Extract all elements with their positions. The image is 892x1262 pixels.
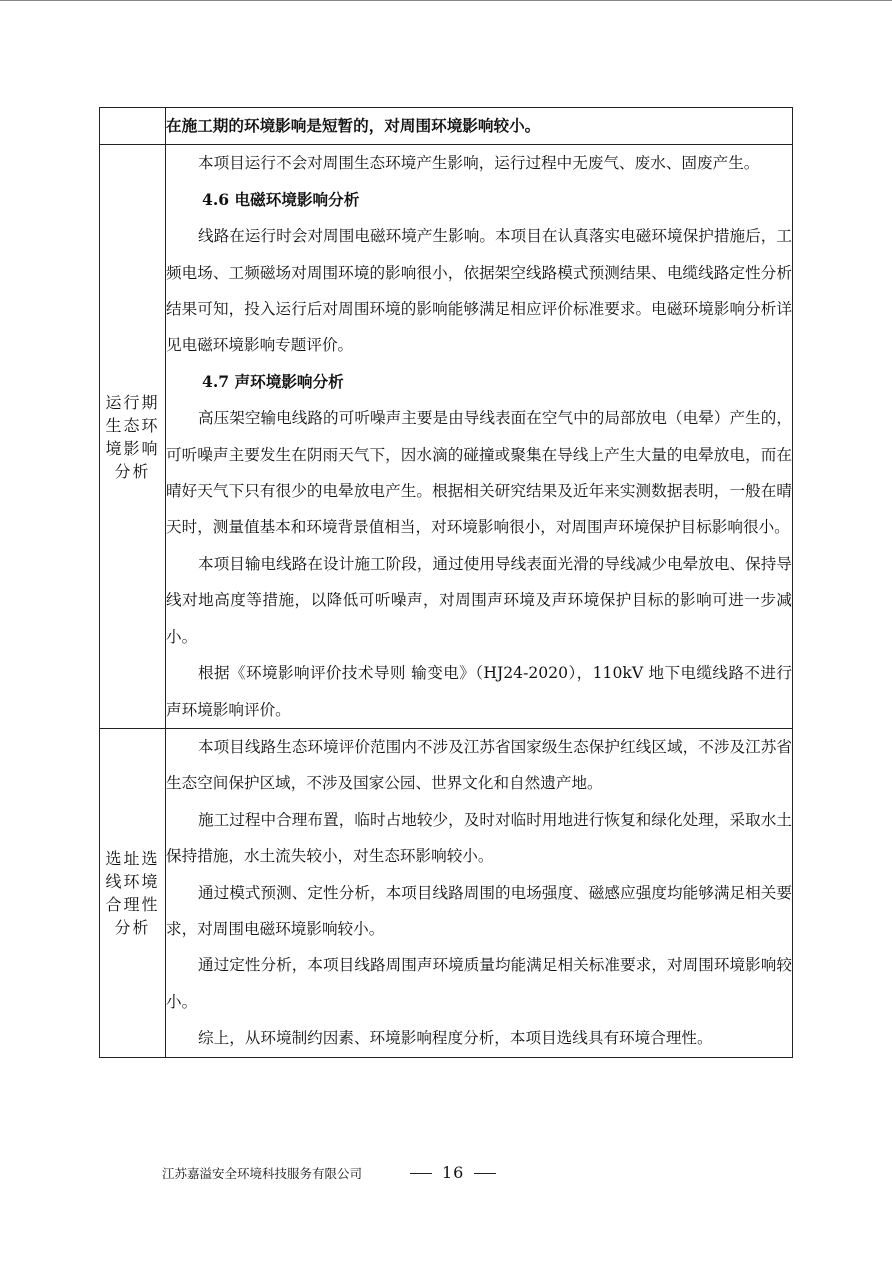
paragraph: 本项目线路生态环境评价范围内不涉及江苏省国家级生态保护红线区域，不涉及江苏省生态空间保护区域，不涉及国家公园、世界文化和自然遗产地。 xyxy=(166,737,792,793)
paragraph: 高压架空输电线路的可听噪声主要是由导线表面在空气中的局部放电（电晕）产生的，可听噪声主要发生在阴雨天气下，因水滴的碰撞或聚集在导线上产生大量的电晕放电，而在晴好天气下只有很少的电晕放电产生。根据相关研究结果及近年来实测数据表明，一般在晴天时，测量值基本和环境背景值相当，对环境影响很小，对周围声环境保护目标影响很小。 xyxy=(166,409,792,537)
paragraph: 施工过程中合理布置，临时占地较少，及时对临时用地进行恢复和绿化处理，采取水土保持措施，水土流失较小，对生态环影响较小。 xyxy=(166,810,792,866)
paragraph: 在施工期的环境影响是短暂的，对周围环境影响较小。 xyxy=(166,116,541,135)
row-content-cell xyxy=(166,728,793,1057)
row-label-cell xyxy=(100,728,166,1057)
row-label-cell xyxy=(100,108,166,145)
page-footer xyxy=(162,1163,762,1182)
page-number-value: 16 xyxy=(442,1163,465,1182)
row-label-operation-impact: 运行期生态环境影响分析 xyxy=(105,392,160,481)
assessment-table xyxy=(99,107,793,1058)
page-top-border xyxy=(0,0,892,1)
table-row xyxy=(100,728,793,1057)
paragraph: 本项目输电线路在设计施工阶段，通过使用导线表面光滑的导线减少电晕放电、保持导线对地高度等措施，以降低可听噪声，对周围声环境及声环境保护目标的影响可进一步减小。 xyxy=(166,554,792,646)
row-label-site-selection: 选址选线环境合理性分析 xyxy=(105,848,160,937)
table-row xyxy=(100,108,793,145)
paragraph: 本项目运行不会对周围生态环境产生影响，运行过程中无废气、废水、固废产生。 xyxy=(198,154,760,173)
page-number-dash-left xyxy=(410,1173,432,1174)
paragraph: 通过定性分析，本项目线路周围声环境质量均能满足相关标准要求，对周围环境影响较小。 xyxy=(166,956,792,1011)
row-label-cell xyxy=(100,145,166,729)
section-heading-acoustic: 4.7 声环境影响分析 xyxy=(202,371,344,391)
table-row xyxy=(100,145,793,729)
row-content-cell xyxy=(166,108,793,145)
row-content-cell xyxy=(166,145,793,729)
section-heading-electromagnetic: 4.6 电磁环境影响分析 xyxy=(202,189,360,209)
paragraph: 综上，从环境制约因素、环境影响程度分析，本项目选线具有环境合理性。 xyxy=(198,1029,713,1048)
paragraph: 通过模式预测、定性分析，本项目线路周围的电场强度、磁感应强度均能够满足相关要求，对周围电磁环境影响较小。 xyxy=(166,883,792,938)
footer-company-name: 江苏嘉溢安全环境科技服务有限公司 xyxy=(162,1165,363,1181)
paragraph: 线路在运行时会对周围电磁环境产生影响。本项目在认真落实电磁环境保护措施后，工频电场、工频磁场对周围环境的影响很小，依据架空线路模式预测结果、电缆线路定性分析结果可知，投入运行后对周围环境的影响能够满足相应评价标准要求。电磁环境影响分析详见电磁环境影响专题评价。 xyxy=(166,227,792,355)
page-number xyxy=(400,1163,506,1182)
page-number-dash-right xyxy=(474,1173,496,1174)
paragraph: 根据《环境影响评价技术导则 输变电》（HJ24-2020），110kV 地下电缆线路不进行声环境影响评价。 xyxy=(166,664,792,719)
